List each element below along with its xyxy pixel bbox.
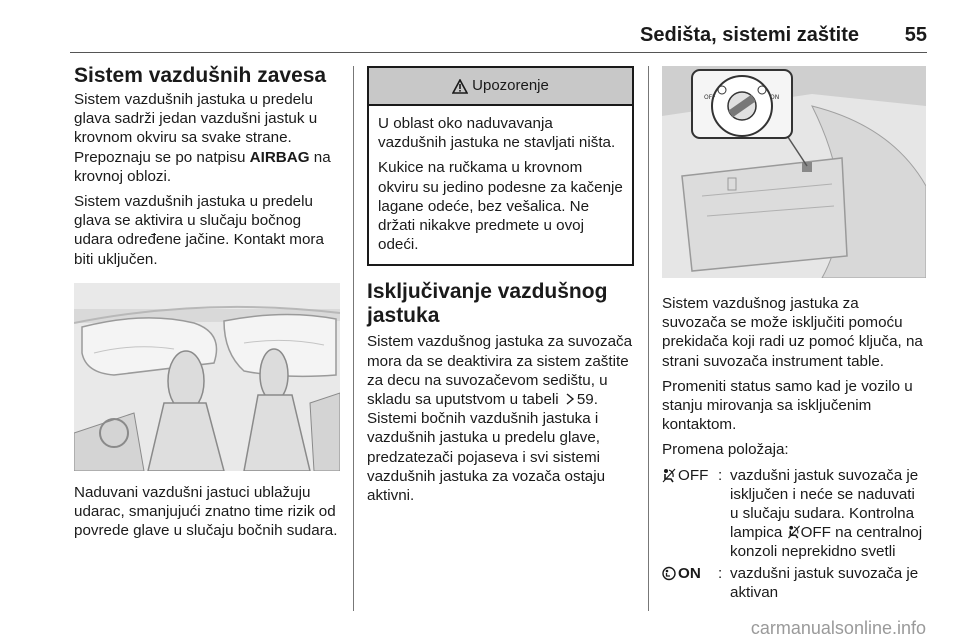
term-on: ON	[678, 564, 701, 582]
column-2	[367, 64, 634, 511]
page-number: 55	[904, 24, 927, 46]
header-title: Sedišta, sistemi zaštite	[640, 24, 859, 46]
list-item: ON : vazdušni jastuk suvozača je aktivan	[662, 564, 927, 602]
curtain-airbag-illustration	[74, 283, 340, 471]
column-divider-1	[353, 66, 354, 611]
section-heading-curtain: Sistem vazdušnih zavesa	[74, 64, 327, 87]
airbag-on-icon	[662, 566, 676, 581]
paragraph: Promeniti status samo kad je vozilo u stanju mirovanja sa isključenim kontaktom.	[662, 377, 913, 434]
warning-box	[367, 66, 634, 266]
airbag-off-icon	[662, 468, 676, 483]
list-item: OFF : vazdušni jastuk suvozača je isključen i neće se naduvati u slučaju sudara. Kontrolna lampica OFF na centralnoj konzoli neprekidno svetli	[662, 466, 927, 562]
warning-title: Upozorenje	[472, 77, 549, 95]
airbag-label: AIRBAG	[249, 148, 310, 166]
paragraph: Promena položaja:	[662, 441, 789, 459]
switch-off-label: OFF	[704, 94, 716, 101]
page-ref-link[interactable]: 59	[576, 391, 594, 409]
column-1	[74, 64, 342, 546]
paragraph: Sistem vazdušnih jastuka u predelu glava se aktivira u slučaju bočnog udara određene jačine. Kontakt mora biti uključen.	[74, 193, 324, 268]
airbag-off-icon	[787, 525, 801, 539]
switch-position-list	[662, 466, 927, 602]
term-off: OFF	[678, 466, 709, 484]
warning-text: Kukice na ručkama u krovnom okviru su jedino podesne za kačenje lagane odeće, bez vešalica. Ne držati nikakve predmete u ovoj odeći.	[378, 159, 623, 254]
section-heading-deactivation: Isključivanje vazdušnog jastuka	[367, 280, 608, 328]
warning-triangle-icon	[452, 79, 468, 94]
paragraph: Sistem vazdušnog jastuka za suvozača se može isključiti pomoću prekidača koji radi uz pomoć ključa, na strani suvozača instrument table.	[662, 295, 923, 370]
warning-text: U oblast oko naduvavanja vazdušnih jastuka ne stavljati ništa.	[378, 115, 616, 152]
definition-on: vazdušni jastuk suvozača je aktivan	[730, 564, 919, 601]
switch-on-label: ON	[770, 94, 780, 101]
airbag-switch-photo	[662, 66, 926, 278]
definition-off: vazdušni jastuk suvozača je isključen i neće se naduvati u slučaju sudara. Kontrolna lampica OFF na centralnoj konzoli neprekidno svetli	[730, 466, 923, 561]
page-header	[70, 20, 927, 53]
column-divider-2	[648, 66, 649, 611]
figure-caption: Naduvani vazdušni jastuci ublažuju udarac, smanjujući znatno time rizik od povrede glave u slučaju bočnih sudara.	[74, 483, 338, 540]
watermark-footer: carmanualsonline.info	[750, 618, 926, 638]
paragraph: Sistem vazdušnog jastuka za suvozača mora da se deaktivira za sistem zaštite za decu na suvozačevom sedištu, u skladu sa uputstvom u tabeli 59. Sistemi bočnih vazdušnih jastuka i vazdušnih jastuka u predelu glave, predzatezači pojaseva i svi sistemi vazdušnih jastuka za vozača ostaju aktivni.	[367, 333, 633, 505]
column-3	[662, 64, 927, 604]
page-ref-arrow-icon	[565, 393, 575, 405]
paragraph: Sistem vazdušnih jastuka u predelu glava sadrži jedan vazdušni jastuk u krovnom okviru sa svake strane. Prepoznaju se po natpisu AIRBAG na krovnoj oblozi.	[74, 91, 331, 185]
warning-header	[369, 68, 632, 106]
